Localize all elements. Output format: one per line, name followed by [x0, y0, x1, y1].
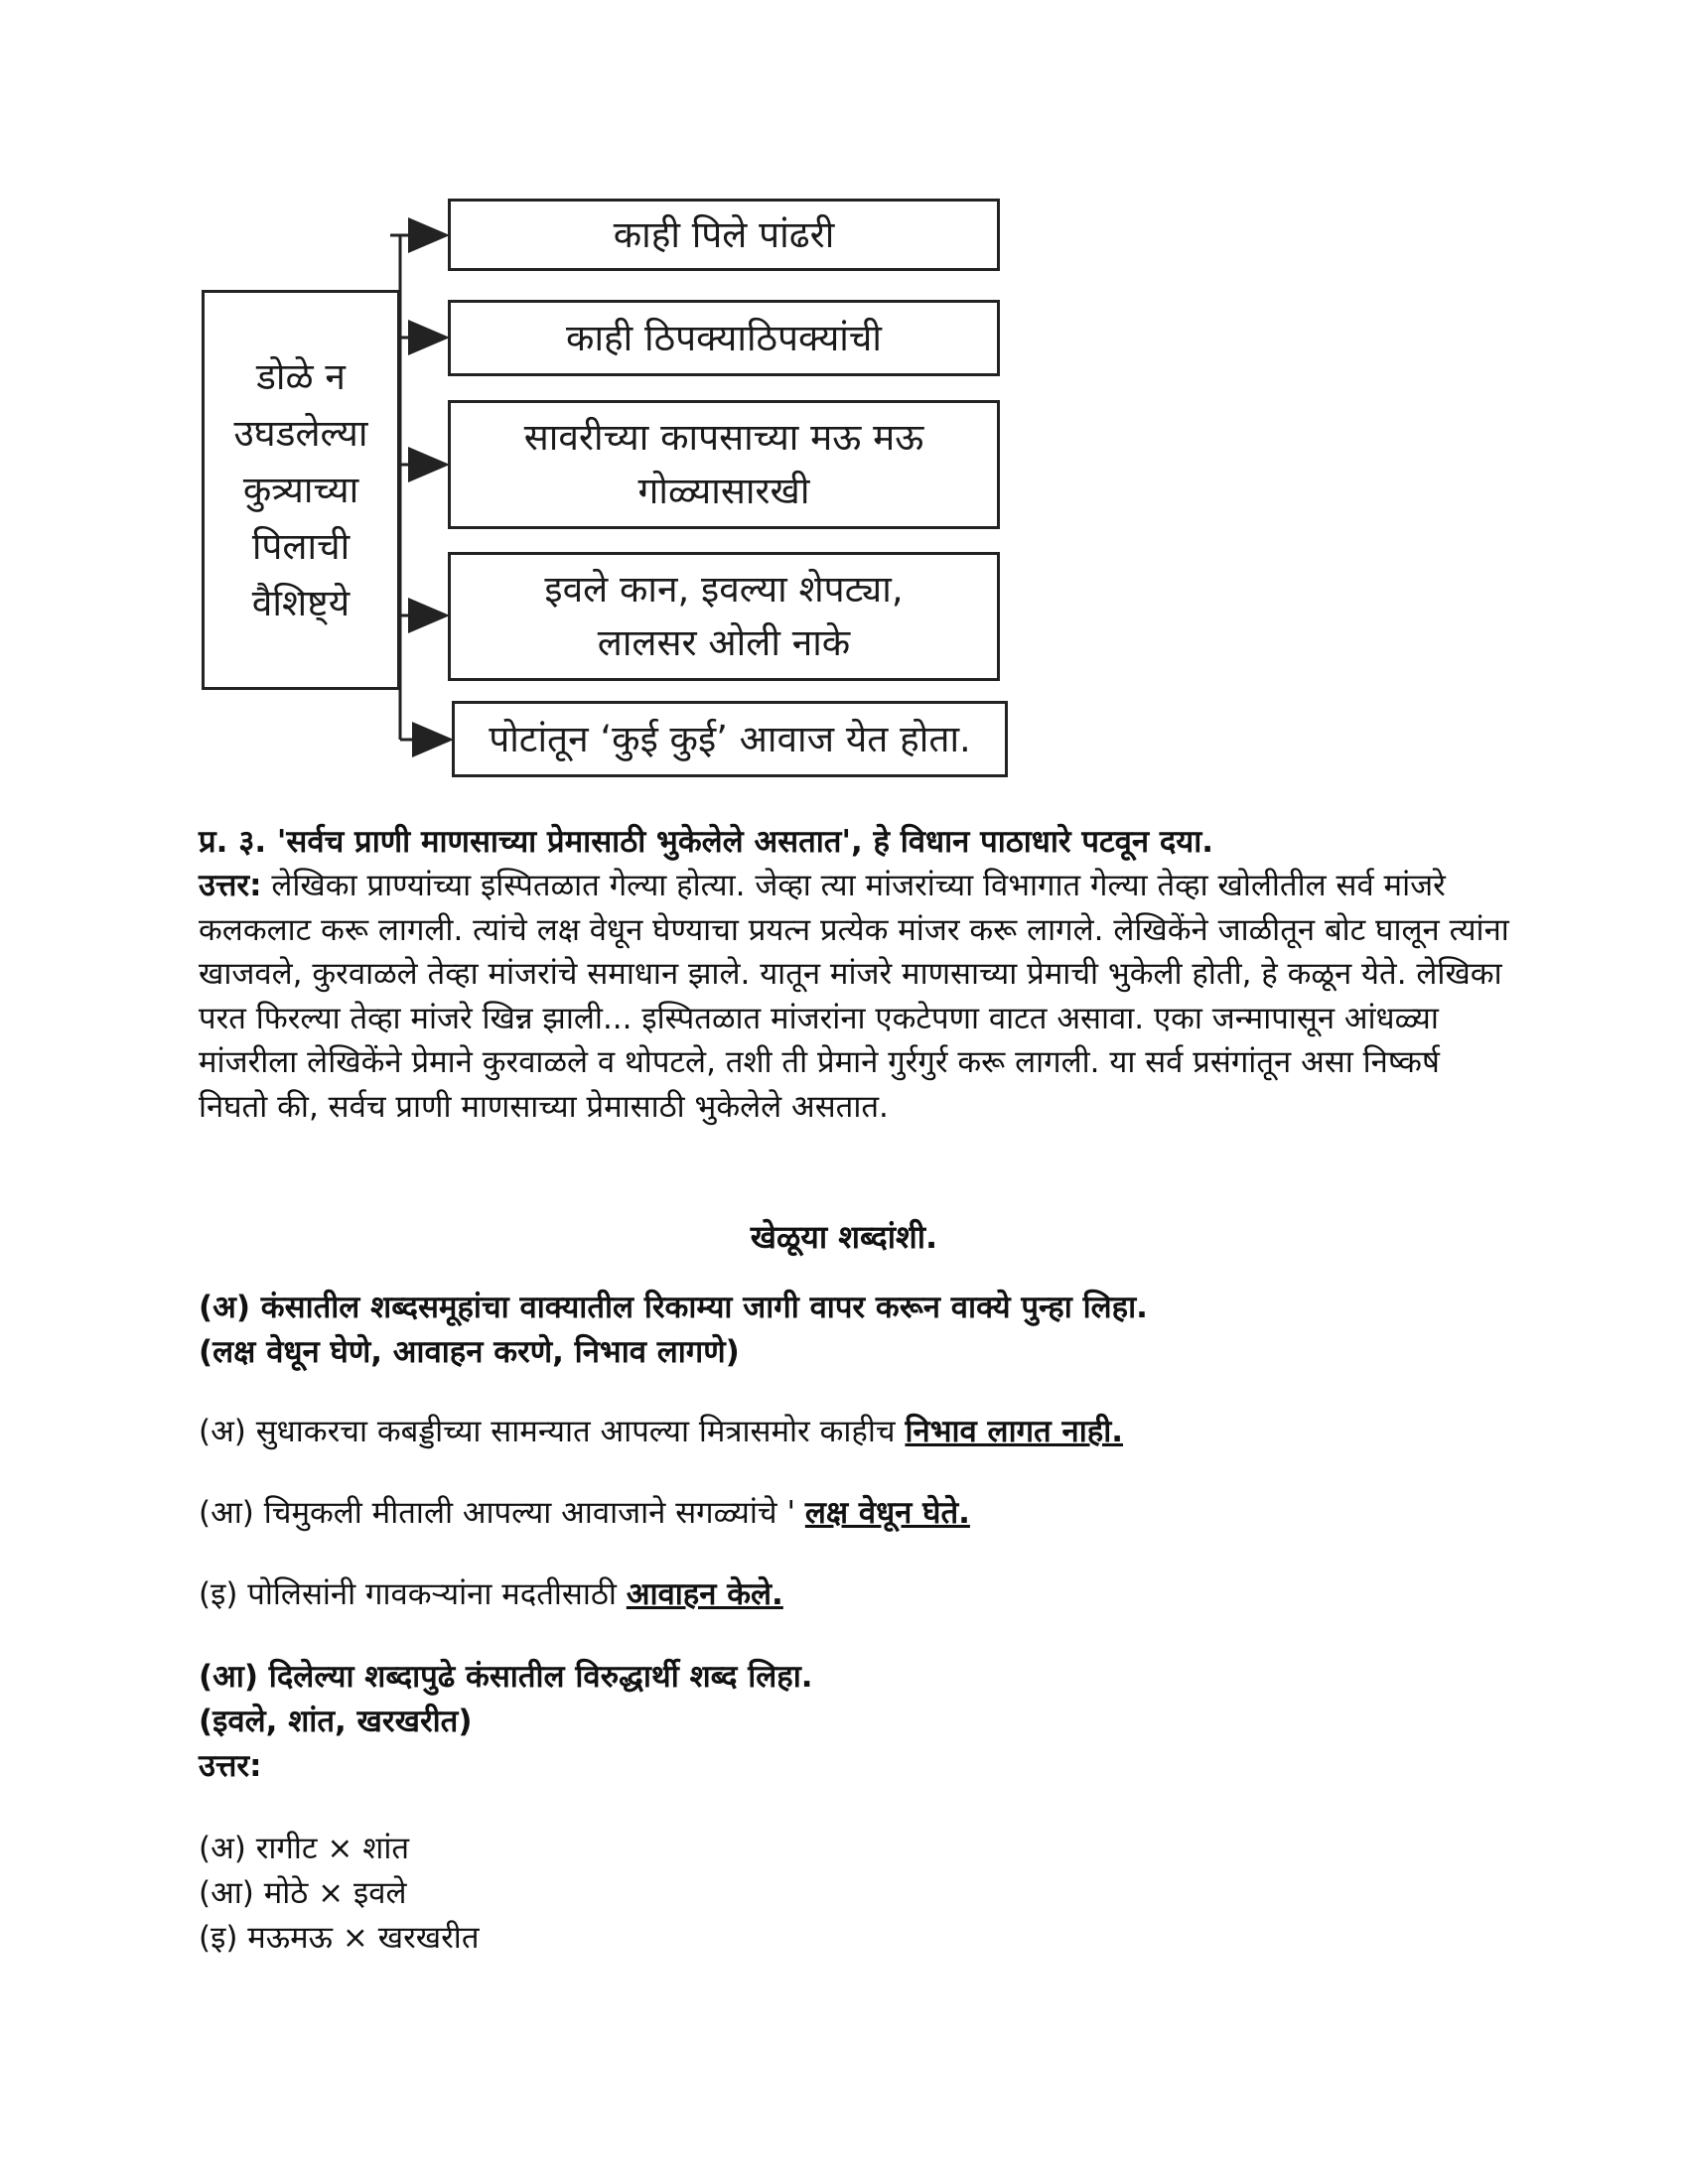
item-word: (आ) मोठे: [199, 1875, 309, 1911]
opposite-sign: ×: [318, 1875, 345, 1911]
item-text: (अ) सुधाकरचा कबड्डीच्या सामन्यात आपल्या मित्रासमोर काहीच: [199, 1414, 906, 1449]
item-word: (अ) रागीट: [199, 1831, 318, 1866]
exercise-a-item-1: [199, 1410, 1123, 1451]
item-answer: निभाव लागत नाही.: [905, 1414, 1124, 1449]
exercise-b-item-3: [199, 1916, 480, 1958]
section-title: खेळूया शब्दांशी.: [750, 1218, 938, 1256]
exercise-a-item-3: [199, 1572, 783, 1614]
answer-3: [199, 864, 1509, 1129]
item-text: (इ) पोलिसांनी गावकऱ्यांना मदतीसाठी: [199, 1576, 627, 1612]
question-3: प्र. ३. 'सर्वच प्राणी माणसाच्या प्रेमासाठी भुकेलेले असतात', हे विधान पाठाधारे पटवून दया.: [199, 824, 1214, 860]
exercise-b-options: (इवले, शांत, खरखरीत): [199, 1704, 473, 1739]
exercise-b-item-2: [199, 1871, 407, 1913]
diagram-main-box: डोळे न उघडलेल्या कुत्र्याच्या पिलाची वैशिष्ट्ये: [202, 290, 400, 690]
answer-label: उत्तर:: [199, 868, 262, 903]
answer-text: लेखिका प्राण्यांच्या इस्पितळात गेल्या होत्या. जेव्हा त्या मांजरांच्या विभागात गेल्या तेव्हा खोलीतील सर्व मांजरे कलकलाट करू लागली. त्यांचे लक्ष वेधून घेण्याचा प्रयत्न प्रत्येक मांजर करू लागले. लेखिकेंने जाळीतून बोट घालून त्यांना खाजवले, कुरवाळले तेव्हा मांजरांचे समाधान झाले. यातून मांजरे माणसाच्या प्रेमाची भुकेली होती, हे कळून येते. लेखिका परत फिरल्या तेव्हा मांजरे खिन्न झाली... इस्पितळात मांजरांना एकटेपणा वाटत असावा. एका जन्मापासून आंधळ्या मांजरीला लेखिकेंने प्रेमाने कुरवाळले व थोपटले, तशी ती प्रेमाने गुर्रगुर्र करू लागली. या सर्व प्रसंगांतून असा निष्कर्ष निघतो की, सर्वच प्राणी माणसाच्या प्रेमासाठी भुकेलेले असतात.: [199, 868, 1509, 1125]
exercise-a-heading: (अ) कंसातील शब्दसमूहांचा वाक्यातील रिकाम्या जागी वापर करून वाक्ये पुन्हा लिहा.: [199, 1290, 1148, 1325]
exercise-a-item-2: [199, 1491, 970, 1533]
exercise-a-options: (लक्ष वेधून घेणे, आवाहन करणे, निभाव लागणे): [199, 1334, 740, 1370]
item-text: (आ) चिमुकली मीताली आपल्या आवाजाने सगळ्यांचे ': [199, 1495, 805, 1531]
exercise-b-answer-label: उत्तर:: [199, 1748, 262, 1784]
opposite-sign: ×: [342, 1920, 368, 1956]
item-word: (इ) मऊमऊ: [199, 1920, 334, 1956]
item-answer: इवले: [353, 1875, 407, 1911]
item-answer: लक्ष वेधून घेते.: [804, 1495, 970, 1531]
diagram-branch-4: इवले कान, इवल्या शेपट्या, लालसर ओली नाके: [448, 552, 1000, 681]
item-answer: शांत: [362, 1831, 410, 1866]
exercise-b-heading: (आ) दिलेल्या शब्दापुढे कंसातील विरुद्धार्थी शब्द लिहा.: [199, 1659, 813, 1695]
diagram-branch-1: काही पिले पांढरी: [448, 199, 1000, 271]
diagram-branch-5: पोटांतून ‘कुई कुई’ आवाज येत होता.: [452, 701, 1008, 777]
item-answer: आवाहन केले.: [626, 1576, 783, 1612]
exercise-b-item-1: [199, 1827, 409, 1868]
item-answer: खरखरीत: [377, 1920, 480, 1956]
diagram-branch-2: काही ठिपक्याठिपक्यांची: [448, 300, 1000, 376]
features-diagram: [0, 0, 1688, 794]
diagram-branch-3: सावरीच्या कापसाच्या मऊ मऊ गोळ्यासारखी: [448, 400, 1000, 529]
opposite-sign: ×: [327, 1831, 353, 1866]
